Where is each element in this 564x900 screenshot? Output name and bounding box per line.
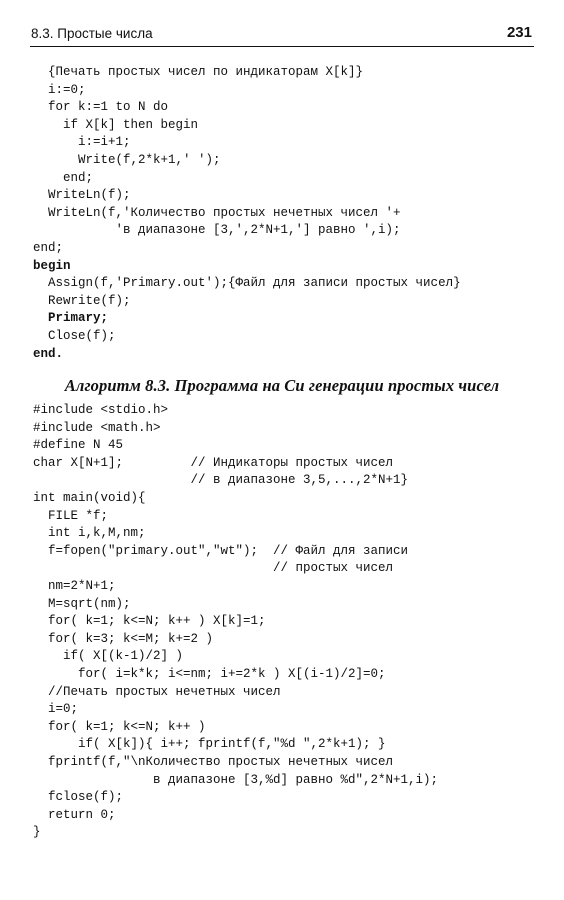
code-line: return 0; xyxy=(48,807,116,822)
code-line: fclose(f); xyxy=(48,790,124,805)
code-line: FILE *f; xyxy=(48,508,109,523)
code-line: int i,k,M,nm; xyxy=(48,526,146,541)
code-line: Write(f,2*k+1,' '); xyxy=(78,153,221,167)
code-line: Rewrite(f); xyxy=(48,293,131,308)
code-line: 'в диапазоне [3,',2*N+1,'] равно ',i); xyxy=(115,223,401,238)
code-line: fprintf(f,"\nКоличество простых нечетных чисел xyxy=(48,755,394,769)
code-line: end; xyxy=(33,241,64,255)
code-line: i:=i+1; xyxy=(78,135,131,150)
code-line: } xyxy=(33,825,41,840)
code-line: end; xyxy=(63,170,94,185)
code-line: в диапазоне [3,%d] равно %d",2*N+1,i); xyxy=(153,772,439,787)
code-line: for( i=k*k; i<=nm; i+=2*k ) X[(i-1)/2]=0; xyxy=(78,667,386,681)
code-line: i=0; xyxy=(48,702,79,717)
code-line: if( X[(k-1)/2] ) xyxy=(63,649,184,664)
algorithm-title: Алгоритм 8.3. Программа на Си генерации простых чисел xyxy=(64,376,500,395)
code-line: f=fopen("primary.out","wt"); // Файл для записи xyxy=(48,543,409,558)
code-line: // в диапазоне 3,5,...,2*N+1} xyxy=(33,473,409,488)
code-line: M=sqrt(nm); xyxy=(48,596,131,611)
section-title: 8.3. Простые числа xyxy=(31,26,153,41)
code-line: if X[k] then begin xyxy=(63,117,199,132)
code-line: WriteLn(f,'Количество простых нечетных чисел '+ xyxy=(48,205,401,220)
code-line: for( k=3; k<=M; k+=2 ) xyxy=(48,631,214,646)
code-line: #include <math.h> xyxy=(33,420,161,435)
code-line: begin xyxy=(33,258,71,273)
code-line: char X[N+1]; // Индикаторы простых чисел xyxy=(33,455,394,470)
code-line: i:=0; xyxy=(48,82,86,97)
code-line: // простых чисел xyxy=(33,561,394,576)
code-line: #include <stdio.h> xyxy=(33,403,169,417)
code-line: nm=2*N+1; xyxy=(48,579,116,593)
code-line: for k:=1 to N do xyxy=(48,100,169,115)
page-number: 231 xyxy=(506,24,532,41)
code-line: for( k=1; k<=N; k++ ) xyxy=(48,719,206,734)
code-line: //Печать простых нечетных чисел xyxy=(48,684,281,699)
code-line: if( X[k]){ i++; fprintf(f,"%d ",2*k+1); } xyxy=(78,737,386,752)
code-line: Close(f); xyxy=(48,329,116,343)
code-line: Assign(f,'Primary.out');{Файл для записи простых чисел} xyxy=(48,276,461,291)
code-line: {Печать простых чисел по индикаторам X[k]} xyxy=(48,65,364,79)
code-line: WriteLn(f); xyxy=(48,188,131,203)
code-line: int main(void){ xyxy=(33,491,146,505)
code-line: end. xyxy=(33,346,64,361)
code-line: for( k=1; k<=N; k++ ) X[k]=1; xyxy=(48,614,266,629)
code-line: #define N 45 xyxy=(33,438,124,453)
code-line: Primary; xyxy=(48,311,109,326)
running-header xyxy=(30,26,534,47)
